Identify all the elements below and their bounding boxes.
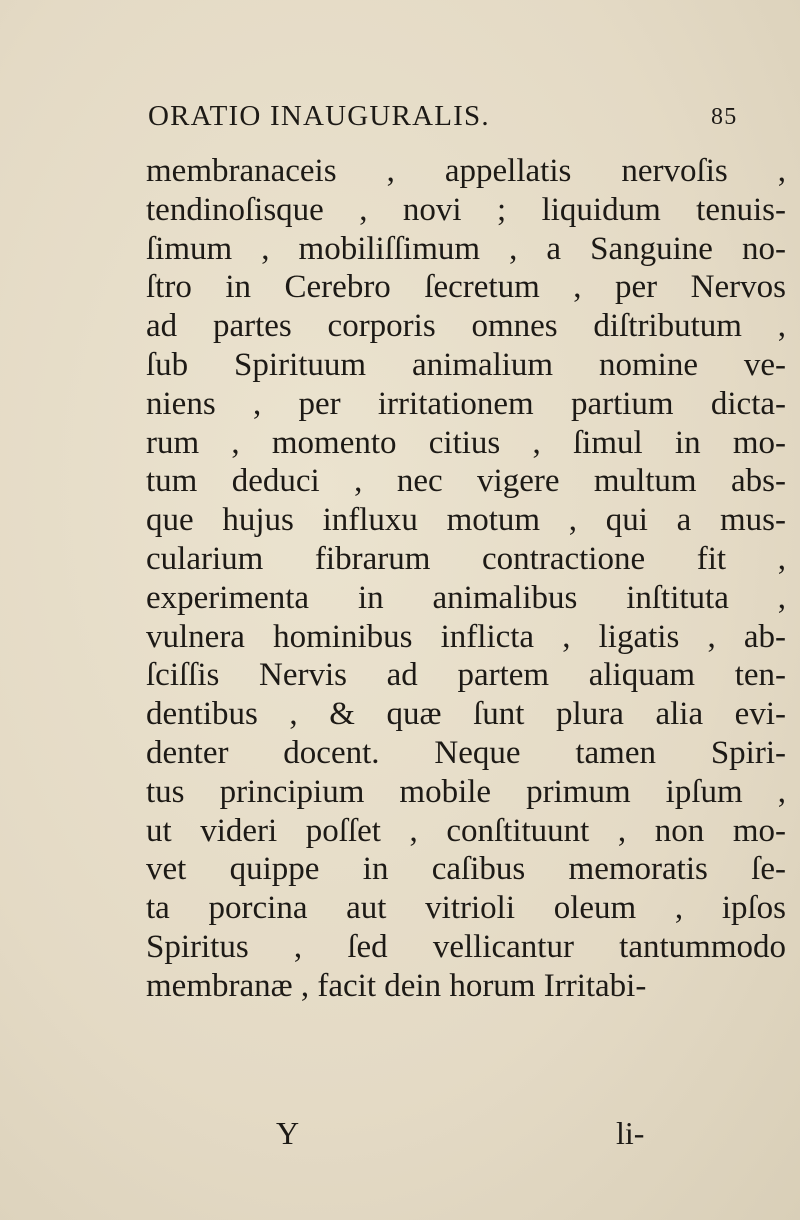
signature-mark: Y [276,1115,300,1151]
page-footer [146,1115,786,1155]
page-number: 85 [711,104,738,130]
text-line: ſub Spirituum animalium nomine ve- [146,346,786,383]
text-line: ſtro in Cerebro ſecretum , per Nervos [146,269,786,306]
text-line: Spiritus , ſed vellicantur tantummodo [146,928,786,965]
catchword: li- [616,1115,645,1151]
text-line: membranæ , facit dein horum Irritabi- [146,967,647,1004]
text-line: tum deduci , nec vigere multum abs- [146,463,786,500]
text-line: rum , momento citius , ſimul in mo- [146,424,786,461]
text-line: tus principium mobile primum ipſum , [146,773,786,810]
text-line: ſimum , mobiliſſimum , a Sanguine no- [146,230,786,267]
text-line: dentibus , & quæ ſunt plura alia evi- [146,696,786,733]
body-text [146,152,786,1006]
text-line: membranaceis , appellatis nervoſis , [146,153,786,189]
text-line: ſciſſis Nervis ad partem aliquam ten- [146,657,786,694]
running-title: ORATIO INAUGURALIS. [148,100,490,132]
text-line: ta porcina aut vitrioli oleum , ipſos [146,890,786,927]
text-line: experimenta in animalibus inſtituta , [146,579,786,616]
text-line: tendinoſisque , novi ; liquidum tenuis- [146,191,786,228]
text-line: niens , per irritationem partium dicta- [146,385,786,422]
text-line: cularium fibrarum contractione fit , [146,540,786,577]
text-line: que hujus influxu motum , qui a mus- [146,502,786,539]
running-header [148,100,788,140]
text-line: vulnera hominibus inflicta , ligatis , ab- [146,618,786,655]
text-line: ut videri poſſet , conſtituunt , non mo- [146,812,786,849]
text-line: vet quippe in caſibus memoratis ſe- [146,851,786,888]
text-line: denter docent. Neque tamen Spiri- [146,734,786,771]
text-line: ad partes corporis omnes diſtributum , [146,308,786,345]
